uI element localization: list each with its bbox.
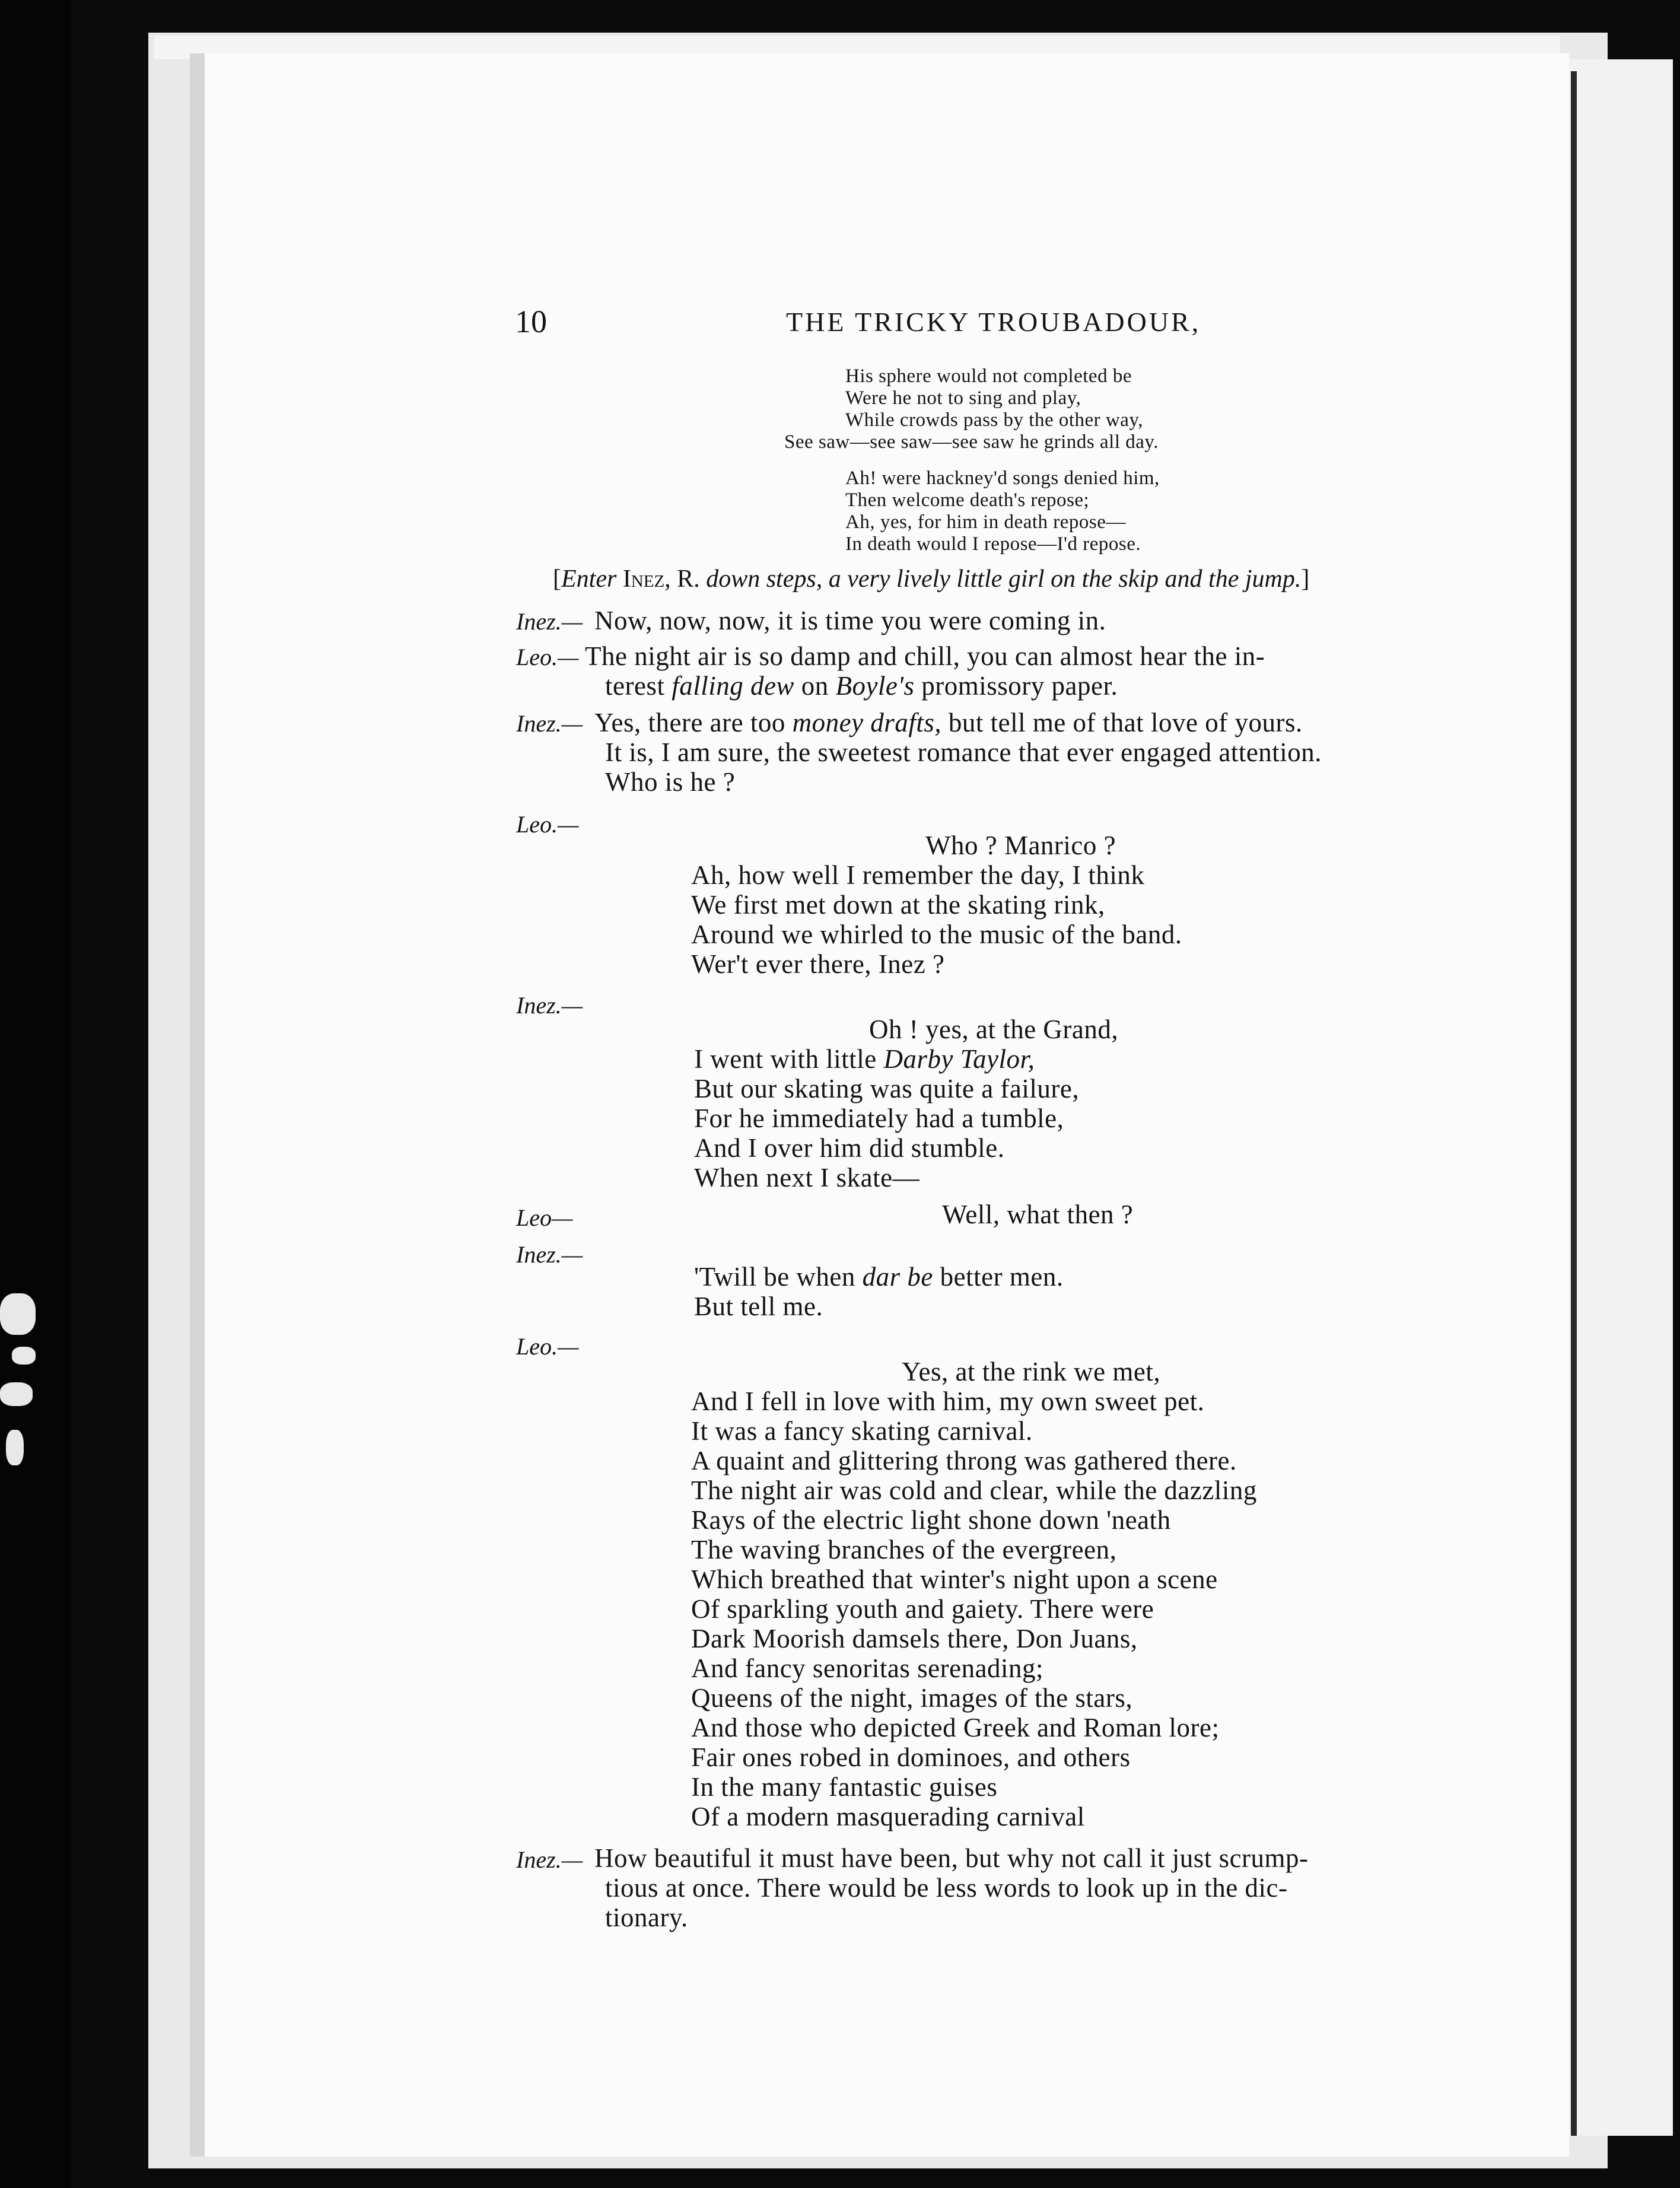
dialogue-line: The night air is so damp and chill, you can almost hear the in- (585, 641, 1265, 671)
verse-line: Dark Moorish damsels there, Don Juans, (691, 1624, 1138, 1653)
binding-fold (1571, 71, 1577, 2136)
scan-speckle (0, 1382, 33, 1406)
dialogue-line: It is, I am sure, the sweetest romance that ever engaged attention. (605, 737, 1322, 767)
dialogue-line: How beautiful it must have been, but why not call it just scrump- (594, 1843, 1309, 1873)
song-line: Were he not to sing and play, (845, 387, 1081, 409)
dialogue-line: Yes, there are too money drafts, but tell me of that love of yours. (594, 708, 1303, 737)
verse-line: Around we whirled to the music of the band. (691, 920, 1182, 949)
verse-line: We first met down at the skating rink, (691, 890, 1105, 920)
song-line: Ah! were hackney'd songs denied him, (845, 468, 1160, 489)
facing-page-edge (1566, 59, 1673, 2136)
running-title: THE TRICKY TROUBADOUR, (786, 307, 1201, 337)
character-name: Inez, (622, 565, 671, 593)
verse-line: But our skating was quite a failure, (694, 1074, 1080, 1103)
dialogue-line: tious at once. There would be less words to look up in the dic- (605, 1873, 1288, 1903)
verse-line: Queens of the night, images of the stars, (691, 1683, 1133, 1713)
verse-line: Oh ! yes, at the Grand, (869, 1015, 1119, 1044)
speaker-label: Leo— (516, 1204, 573, 1231)
song-line: In death would I repose—I'd repose. (845, 533, 1141, 555)
verse-line: I went with little Darby Taylor, (694, 1044, 1035, 1074)
verse-line: Who ? Manrico ? (925, 831, 1116, 860)
stage-direction-enter: Enter (561, 565, 617, 593)
speaker-label: Leo.— (516, 811, 579, 838)
speaker-label: Leo.— (516, 1333, 579, 1360)
stage-direction (553, 567, 1309, 591)
speaker-label: Leo.— (516, 644, 579, 670)
scan-speckle (12, 1347, 36, 1365)
verse-line: Of a modern masquerading carnival (691, 1802, 1085, 1831)
dialogue-line: tionary. (605, 1903, 688, 1932)
speaker-label: Inez.— (516, 1846, 583, 1873)
speaker-label: Inez.— (516, 992, 583, 1019)
verse-line: But tell me. (694, 1292, 823, 1321)
verse-line: Rays of the electric light shone down 'neath (691, 1505, 1171, 1535)
verse-line: Ah, how well I remember the day, I think (691, 860, 1145, 890)
speaker-label: Inez.— (516, 608, 583, 635)
stage-direction-text: down steps, a very lively little girl on the skip and the jump. (706, 565, 1302, 593)
song-line: Then welcome death's repose; (845, 489, 1090, 511)
page-number: 10 (515, 304, 547, 339)
verse-line: Fair ones robed in dominoes, and others (691, 1742, 1131, 1772)
song-line: Ah, yes, for him in death repose— (845, 511, 1126, 533)
dialogue-line: Now, now, now, it is time you were coming in. (594, 606, 1106, 635)
speaker-label: Inez.— (516, 1241, 583, 1268)
scan-speckle (0, 1293, 36, 1335)
song-line: His sphere would not completed be (845, 365, 1132, 387)
scan-border-left (0, 0, 71, 2188)
verse-line: In the many fantastic guises (691, 1772, 998, 1802)
page-edge-shadow (190, 53, 206, 2157)
verse-line: And fancy senoritas serenading; (691, 1653, 1044, 1683)
verse-line: The night air was cold and clear, while the dazzling (691, 1475, 1257, 1505)
verse-line: Which breathed that winter's night upon a scene (691, 1564, 1218, 1594)
song-line: See saw—see saw—see saw he grinds all day. (784, 431, 1159, 453)
verse-line: When next I skate— (694, 1163, 920, 1192)
verse-line: And I over him did stumble. (694, 1133, 1005, 1163)
verse-line: 'Twill be when dar be better men. (694, 1262, 1064, 1292)
verse-line: Of sparkling youth and gaiety. There were (691, 1594, 1154, 1624)
stage-side: R. (677, 565, 700, 593)
verse-line: And I fell in love with him, my own sweet pet. (691, 1386, 1205, 1416)
verse-line: Well, what then ? (942, 1200, 1134, 1229)
verse-line: Wer't ever there, Inez ? (691, 949, 945, 979)
verse-line: For he immediately had a tumble, (694, 1103, 1064, 1133)
dialogue-line: Who is he ? (605, 767, 736, 797)
verse-line: And those who depicted Greek and Roman lore; (691, 1713, 1220, 1742)
scan-speckle (6, 1430, 24, 1465)
bracket-open: [ (553, 565, 561, 593)
verse-line: A quaint and glittering throng was gathered there. (691, 1446, 1237, 1475)
verse-line: It was a fancy skating carnival. (691, 1416, 1033, 1446)
verse-line: The waving branches of the evergreen, (691, 1535, 1117, 1564)
verse-line: Yes, at the rink we met, (902, 1357, 1161, 1386)
song-line: While crowds pass by the other way, (845, 409, 1143, 431)
bracket-close: ] (1301, 565, 1310, 593)
dialogue-line: terest falling dew on Boyle's promissory paper. (605, 671, 1118, 701)
speaker-label: Inez.— (516, 710, 583, 737)
